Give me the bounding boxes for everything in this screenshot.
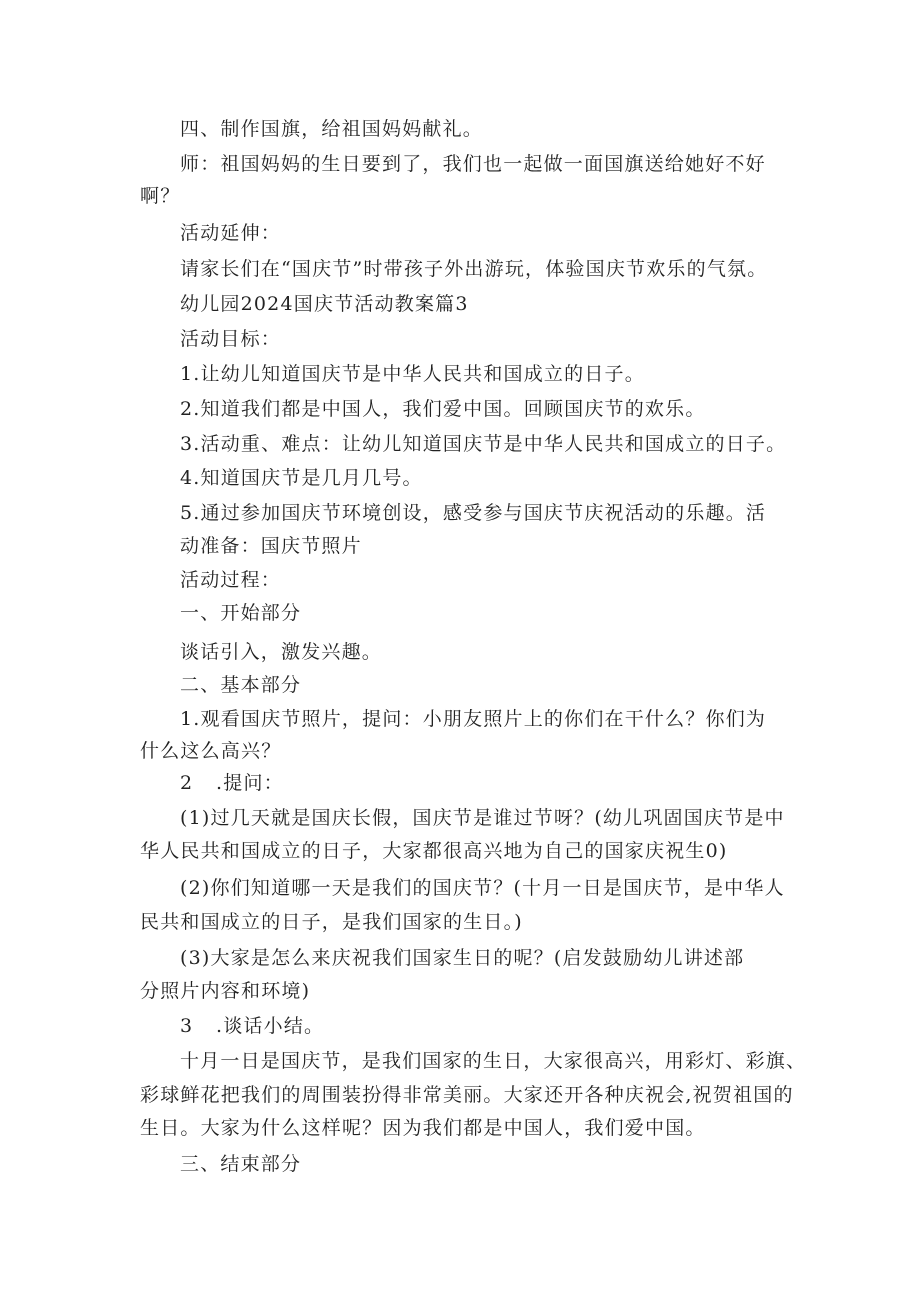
section-heading: 二、基本部分: [180, 674, 302, 696]
paragraph-line: 民共和国成立的日子，是我们国家的生日。): [140, 911, 523, 933]
paragraph-line: 啊？: [140, 185, 181, 207]
paragraph-line: 请家长们在“国庆节”时带孩子外出游玩，体验国庆节欢乐的气氛。: [180, 258, 768, 280]
paragraph-line: 生日。大家为什么这样呢？因为我们都是中国人，我们爱中国。: [140, 1117, 706, 1139]
list-item: [180, 770, 284, 796]
list-number: 3: [180, 1015, 194, 1037]
paragraph-line: 动准备：国庆节照片: [180, 535, 362, 557]
list-item: 3.活动重、难点：让幼儿知道国庆节是中华人民共和国成立的日子。: [180, 433, 787, 455]
paragraph-line: 谈话引入，激发兴趣。: [180, 641, 383, 663]
paragraph-line: 分照片内容和环境): [140, 980, 311, 1002]
sub-list-item: (2)你们知道哪一天是我们的国庆节？(十月一日是国庆节，是中华人: [180, 877, 785, 899]
list-item: 2.知道我们都是中国人，我们爱中国。回顾国庆节的欢乐。: [180, 398, 706, 420]
section-heading: 活动过程：: [180, 569, 282, 591]
list-item: 1.让幼儿知道国庆节是中华人民共和国成立的日子。: [180, 363, 645, 385]
list-item: [180, 1013, 324, 1039]
list-item: 5.通过参加国庆节环境创设，感受参与国庆节庆祝活动的乐趣。活: [180, 502, 767, 524]
section-heading: 活动目标：: [180, 328, 282, 350]
list-item: 1.观看国庆节照片，提问：小朋友照片上的你们在干什么？你们为: [180, 708, 767, 730]
paragraph-line: 彩球鲜花把我们的周围装扮得非常美丽。大家还开各种庆祝会,祝贺祖国的: [140, 1084, 794, 1106]
section-heading: 四、制作国旗，给祖国妈妈献礼。: [180, 118, 484, 140]
paragraph-line: 师：祖国妈妈的生日要到了，我们也一起做一面国旗送给她好不好: [180, 153, 766, 175]
list-text: .提问：: [216, 772, 284, 794]
list-item: 4.知道国庆节是几月几号。: [180, 467, 423, 489]
sub-list-item: (3)大家是怎么来庆祝我们国家生日的呢？(启发鼓励幼儿讲述部: [180, 947, 745, 969]
lesson-title: 幼儿园2024国庆节活动教案篇3: [180, 293, 469, 315]
section-heading: 三、结束部分: [180, 1153, 302, 1175]
paragraph-line: 华人民共和国成立的日子，大家都很高兴地为自己的国家庆祝生0): [140, 840, 728, 862]
list-text: .谈话小结。: [216, 1015, 325, 1037]
sub-list-item: (1)过几天就是国庆长假，国庆节是谁过节呀？(幼儿巩固国庆节是中: [180, 807, 785, 829]
section-heading: 活动延伸：: [180, 222, 282, 244]
list-number: 2: [180, 772, 194, 794]
section-heading: 一、开始部分: [180, 602, 302, 624]
paragraph-line: 什么这么高兴？: [140, 740, 282, 762]
paragraph-line: 十月一日是国庆节，是我们国家的生日，大家很高兴，用彩灯、彩旗、: [180, 1050, 807, 1072]
